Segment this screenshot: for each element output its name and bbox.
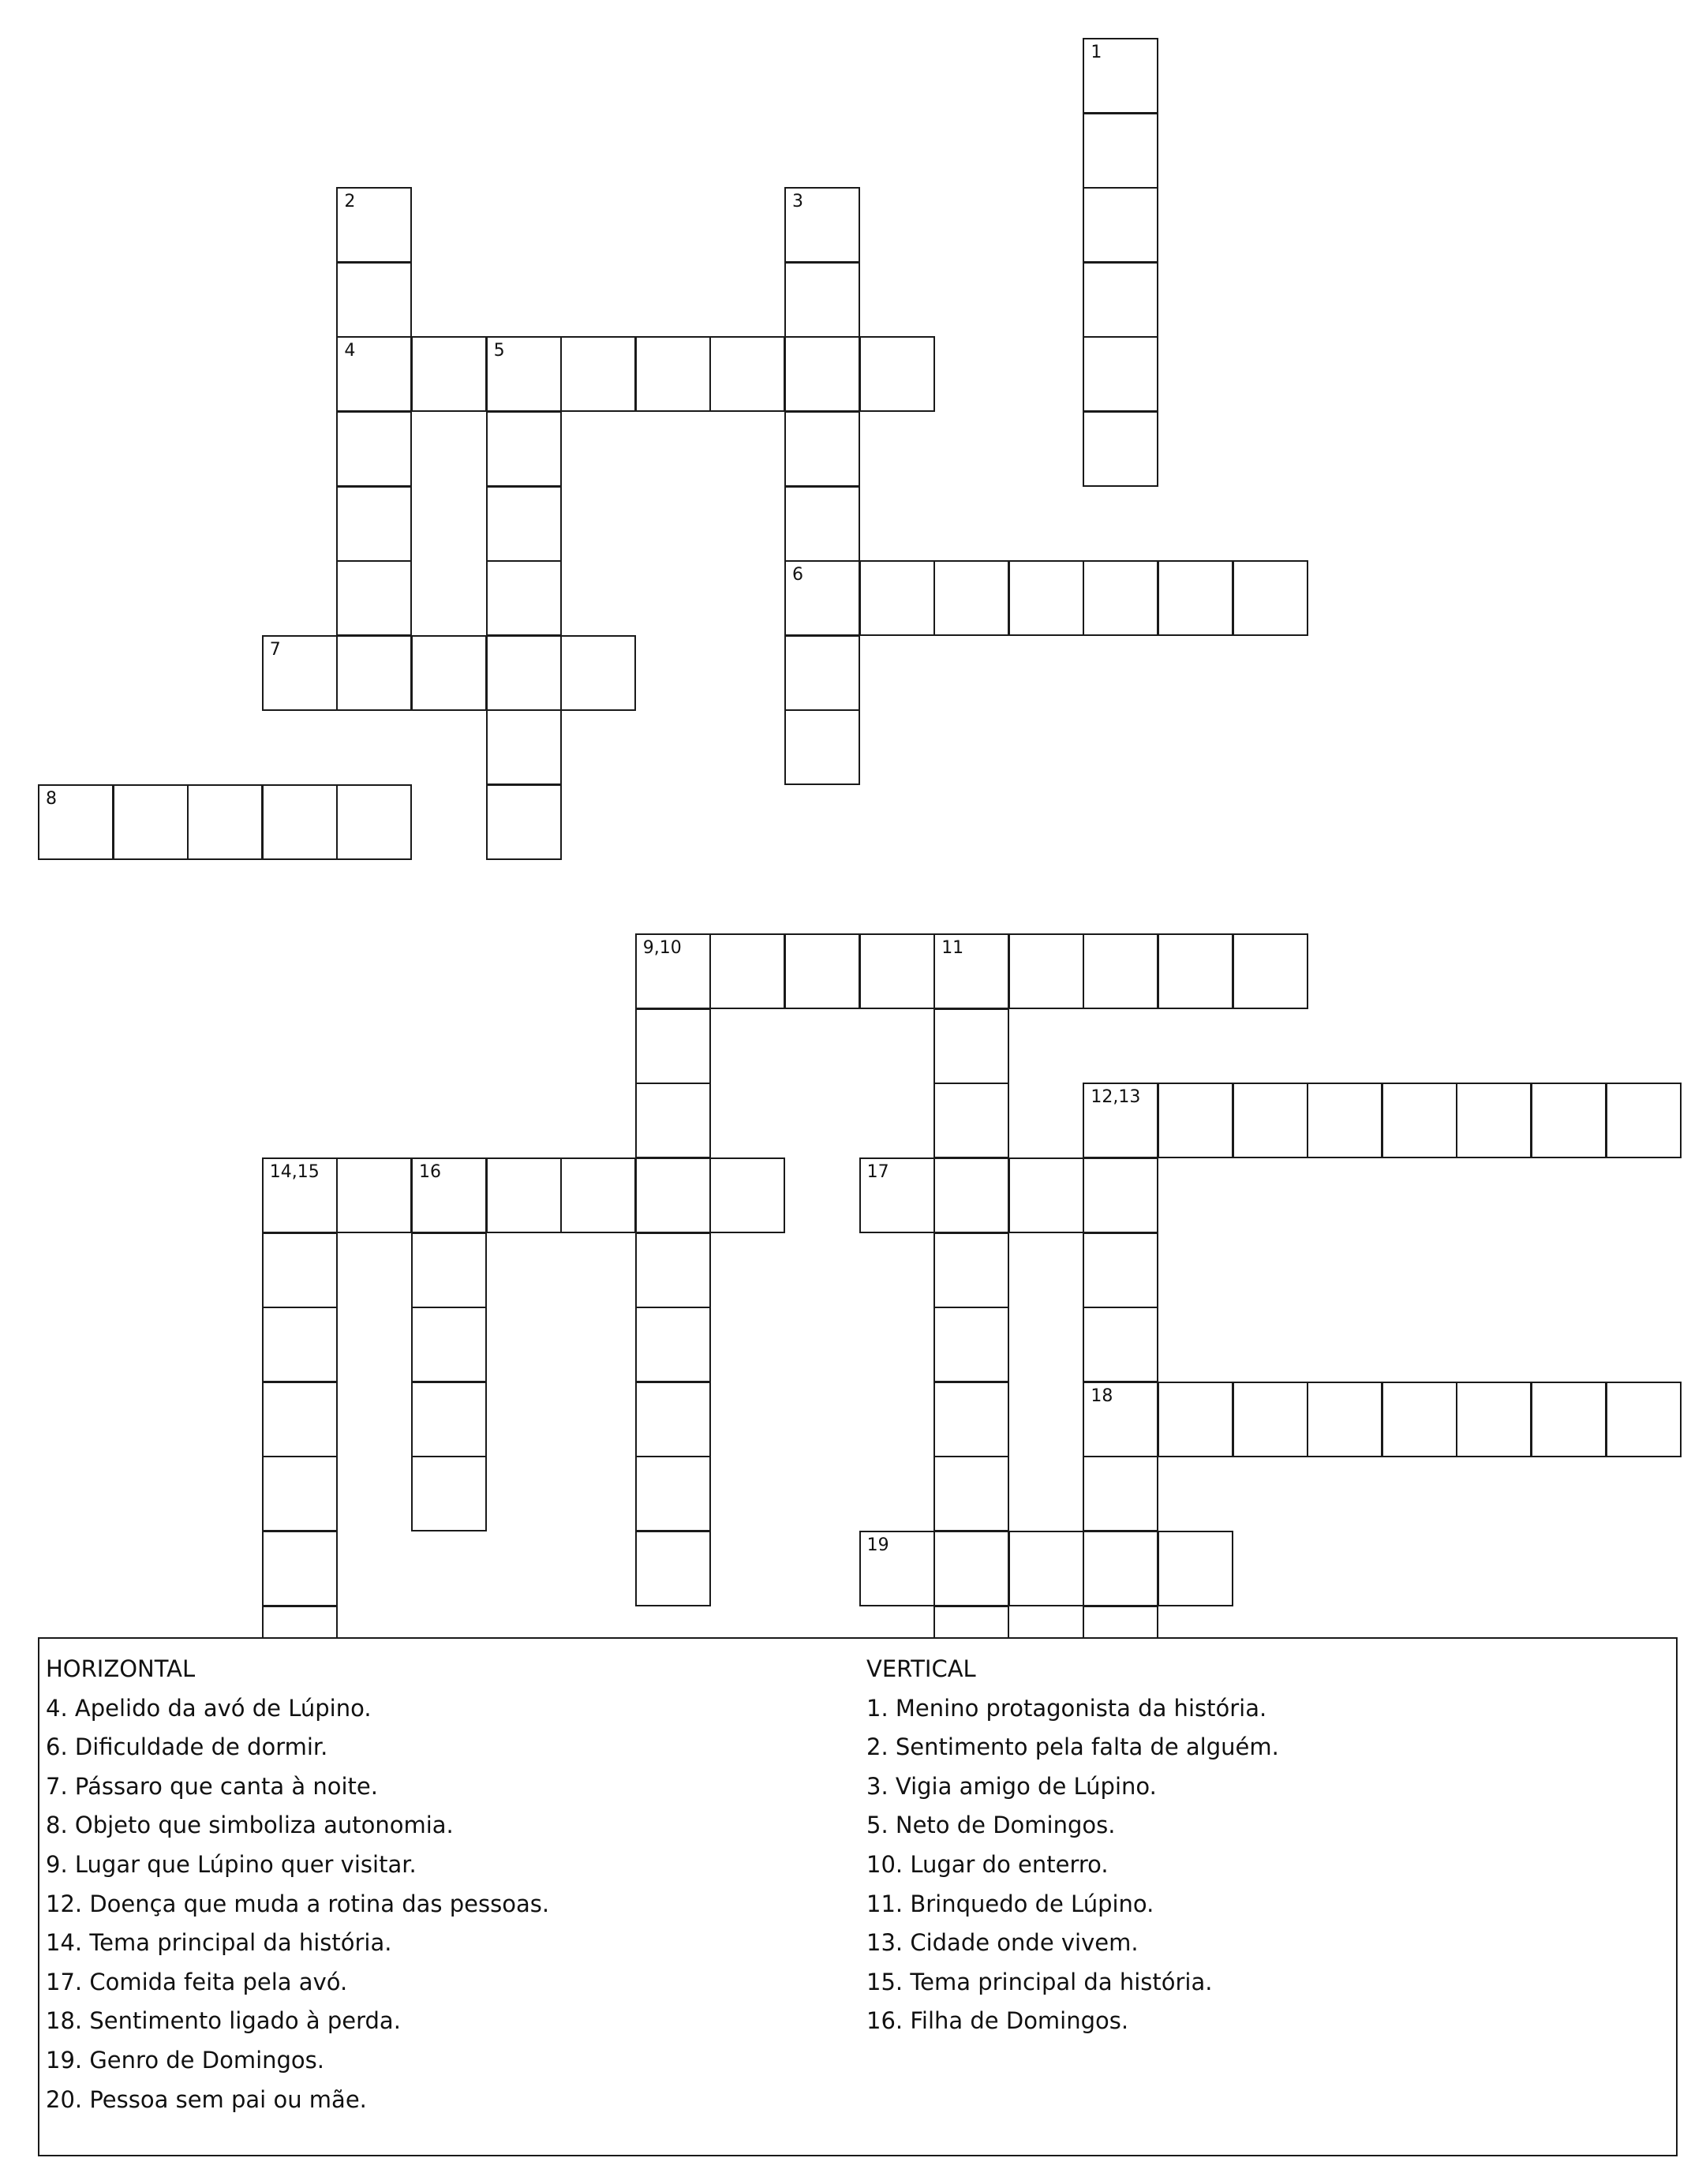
grid-cell[interactable] <box>635 336 711 412</box>
vertical-title: VERTICAL <box>866 1655 976 1682</box>
clues-box <box>38 1637 1678 2156</box>
clue-horizontal: 17. Comida feita pela avó. <box>46 1968 348 1995</box>
grid-cell[interactable] <box>1008 1157 1084 1233</box>
grid-cell[interactable] <box>1233 1083 1308 1158</box>
grid-cell[interactable] <box>411 1382 487 1457</box>
grid-cell[interactable] <box>336 784 412 860</box>
clue-number: 2 <box>344 192 356 212</box>
clue-number: 4 <box>344 341 356 361</box>
clue-horizontal: 7. Pássaro que canta à noite. <box>46 1772 378 1800</box>
grid-cell[interactable] <box>1083 187 1158 263</box>
grid-cell[interactable] <box>1158 560 1233 636</box>
grid-cell[interactable] <box>1456 1382 1532 1457</box>
grid-cell[interactable] <box>336 635 412 711</box>
grid-cell[interactable] <box>933 1456 1009 1531</box>
grid-cell[interactable] <box>635 1008 711 1084</box>
grid-cell[interactable] <box>262 1157 338 1233</box>
grid-cell[interactable] <box>933 1382 1009 1457</box>
clue-number: 17 <box>866 1162 889 1182</box>
grid-cell[interactable] <box>1083 1456 1158 1531</box>
clue-number: 12,13 <box>1091 1087 1141 1108</box>
grid-cell[interactable] <box>635 1531 711 1606</box>
grid-cell[interactable] <box>1531 1382 1607 1457</box>
grid-cell[interactable] <box>486 560 562 636</box>
grid-cell[interactable] <box>933 933 1009 1009</box>
grid-cell[interactable] <box>1083 113 1158 189</box>
clue-vertical: 2. Sentimento pela falta de alguém. <box>866 1733 1279 1761</box>
grid-cell[interactable] <box>933 1157 1009 1233</box>
clue-number: 3 <box>792 192 803 212</box>
grid-cell[interactable] <box>1083 560 1158 636</box>
grid-cell[interactable] <box>1233 560 1308 636</box>
clue-number: 11 <box>941 938 964 959</box>
grid-cell[interactable] <box>635 1307 711 1382</box>
grid-cell[interactable] <box>262 1382 338 1457</box>
grid-cell[interactable] <box>411 1157 487 1233</box>
grid-cell[interactable] <box>784 262 860 338</box>
vertical-clues <box>866 1650 1279 2041</box>
grid-cell[interactable] <box>262 1531 338 1606</box>
grid-cell[interactable] <box>1382 1382 1457 1457</box>
grid-cell[interactable] <box>1083 411 1158 487</box>
grid-cell[interactable] <box>262 1456 338 1531</box>
grid-cell[interactable] <box>635 1232 711 1308</box>
clue-horizontal: 9. Lugar que Lúpino quer visitar. <box>46 1850 417 1878</box>
grid-cell[interactable] <box>486 1157 562 1233</box>
grid-cell[interactable] <box>784 709 860 785</box>
grid-cell[interactable] <box>1083 38 1158 114</box>
clue-horizontal: 12. Doença que muda a rotina das pessoas. <box>46 1890 550 1917</box>
grid-cell[interactable] <box>486 336 562 412</box>
grid-cell[interactable] <box>784 411 860 487</box>
grid-cell[interactable] <box>933 1008 1009 1084</box>
grid-cell[interactable] <box>1083 1157 1158 1233</box>
grid-cell[interactable] <box>411 1307 487 1382</box>
grid-cell[interactable] <box>1307 1083 1382 1158</box>
clue-vertical: 10. Lugar do enterro. <box>866 1850 1109 1878</box>
grid-cell[interactable] <box>38 784 114 860</box>
grid-cell[interactable] <box>1606 1382 1682 1457</box>
grid-cell[interactable] <box>635 933 711 1009</box>
grid-cell[interactable] <box>1233 1382 1308 1457</box>
clue-horizontal: 20. Pessoa sem pai ou mãe. <box>46 2085 367 2113</box>
grid-cell[interactable] <box>635 1382 711 1457</box>
clue-horizontal: 19. Genro de Domingos. <box>46 2046 324 2074</box>
horizontal-clues <box>46 1650 549 2119</box>
grid-cell[interactable] <box>336 560 412 636</box>
grid-cell[interactable] <box>336 486 412 562</box>
grid-cell[interactable] <box>859 560 935 636</box>
grid-cell[interactable] <box>933 1083 1009 1158</box>
grid-cell[interactable] <box>411 1232 487 1308</box>
grid-cell[interactable] <box>560 336 636 412</box>
grid-cell[interactable] <box>933 560 1009 636</box>
clue-number: 8 <box>46 789 57 809</box>
grid-cell[interactable] <box>1008 1531 1084 1606</box>
clue-number: 19 <box>866 1535 889 1555</box>
clue-number: 16 <box>419 1162 441 1182</box>
grid-cell[interactable] <box>262 635 338 711</box>
grid-cell[interactable] <box>784 635 860 711</box>
grid-cell[interactable] <box>560 1157 636 1233</box>
grid-cell[interactable] <box>859 933 935 1009</box>
grid-cell[interactable] <box>784 336 860 412</box>
grid-cell[interactable] <box>1158 1382 1233 1457</box>
grid-cell[interactable] <box>1158 933 1233 1009</box>
clue-horizontal: 8. Objeto que simboliza autonomia. <box>46 1812 454 1839</box>
grid-cell[interactable] <box>933 1531 1009 1606</box>
grid-cell[interactable] <box>486 709 562 785</box>
grid-cell[interactable] <box>336 1157 412 1233</box>
grid-cell[interactable] <box>336 411 412 487</box>
grid-cell[interactable] <box>411 635 487 711</box>
clue-horizontal: 4. Apelido da avó de Lúpino. <box>46 1694 372 1722</box>
grid-cell[interactable] <box>486 784 562 860</box>
grid-cell[interactable] <box>933 1232 1009 1308</box>
grid-cell[interactable] <box>1382 1083 1457 1158</box>
clue-vertical: 13. Cidade onde vivem. <box>866 1929 1139 1957</box>
clue-vertical: 5. Neto de Domingos. <box>866 1812 1116 1839</box>
grid-cell[interactable] <box>1307 1382 1382 1457</box>
grid-cell[interactable] <box>784 933 860 1009</box>
grid-cell[interactable] <box>187 784 263 860</box>
clue-number: 5 <box>493 341 505 361</box>
grid-cell[interactable] <box>411 336 487 412</box>
clue-number: 18 <box>1091 1386 1113 1406</box>
grid-cell[interactable] <box>709 1157 785 1233</box>
clue-number: 1 <box>1091 43 1102 62</box>
grid-cell[interactable] <box>1606 1083 1682 1158</box>
grid-cell[interactable] <box>709 336 785 412</box>
grid-cell[interactable] <box>486 411 562 487</box>
grid-cell[interactable] <box>262 1232 338 1308</box>
grid-cell[interactable] <box>1456 1083 1532 1158</box>
clue-number: 7 <box>269 639 281 660</box>
grid-cell[interactable] <box>336 187 412 263</box>
clue-number: 9,10 <box>642 938 682 959</box>
grid-cell[interactable] <box>486 486 562 562</box>
horizontal-title: HORIZONTAL <box>46 1655 196 1682</box>
clue-vertical: 3. Vigia amigo de Lúpino. <box>866 1772 1157 1800</box>
grid-cell[interactable] <box>1083 1083 1158 1158</box>
grid-cell[interactable] <box>336 336 412 412</box>
grid-cell[interactable] <box>859 1531 935 1606</box>
grid-cell[interactable] <box>1158 1531 1233 1606</box>
grid-cell[interactable] <box>933 1307 1009 1382</box>
clue-vertical: 11. Brinquedo de Lúpino. <box>866 1890 1154 1917</box>
grid-cell[interactable] <box>1083 336 1158 412</box>
clue-vertical: 16. Filha de Domingos. <box>866 2007 1129 2035</box>
grid-cell[interactable] <box>262 1307 338 1382</box>
grid-cell[interactable] <box>859 1157 935 1233</box>
clue-horizontal: 18. Sentimento ligado à perda. <box>46 2007 401 2035</box>
grid-cell[interactable] <box>784 560 860 636</box>
clue-vertical: 15. Tema principal da história. <box>866 1968 1213 1995</box>
grid-cell[interactable] <box>1083 1382 1158 1457</box>
grid-cell[interactable] <box>560 635 636 711</box>
grid-cell[interactable] <box>1083 1307 1158 1382</box>
grid-cell[interactable] <box>709 933 785 1009</box>
clue-number: 14,15 <box>269 1162 320 1182</box>
clue-vertical: 1. Menino protagonista da história. <box>866 1694 1267 1722</box>
grid-cell[interactable] <box>635 1083 711 1158</box>
grid-cell[interactable] <box>336 262 412 338</box>
grid-cell[interactable] <box>262 784 338 860</box>
grid-cell[interactable] <box>1083 1232 1158 1308</box>
grid-cell[interactable] <box>1083 933 1158 1009</box>
grid-cell[interactable] <box>1083 1531 1158 1606</box>
grid-cell[interactable] <box>635 1157 711 1233</box>
clue-horizontal: 6. Dificuldade de dormir. <box>46 1733 328 1761</box>
grid-cell[interactable] <box>635 1456 711 1531</box>
grid-cell[interactable] <box>1531 1083 1607 1158</box>
grid-cell[interactable] <box>1233 933 1308 1009</box>
grid-cell[interactable] <box>784 486 860 562</box>
grid-cell[interactable] <box>1158 1083 1233 1158</box>
clue-number: 6 <box>792 565 803 585</box>
grid-cell[interactable] <box>1083 262 1158 338</box>
clue-horizontal: 14. Tema principal da história. <box>46 1929 392 1957</box>
grid-cell[interactable] <box>1008 933 1084 1009</box>
grid-cell[interactable] <box>411 1456 487 1531</box>
grid-cell[interactable] <box>1008 560 1084 636</box>
grid-cell[interactable] <box>784 187 860 263</box>
grid-cell[interactable] <box>113 784 189 860</box>
grid-cell[interactable] <box>486 635 562 711</box>
grid-cell[interactable] <box>859 336 935 412</box>
